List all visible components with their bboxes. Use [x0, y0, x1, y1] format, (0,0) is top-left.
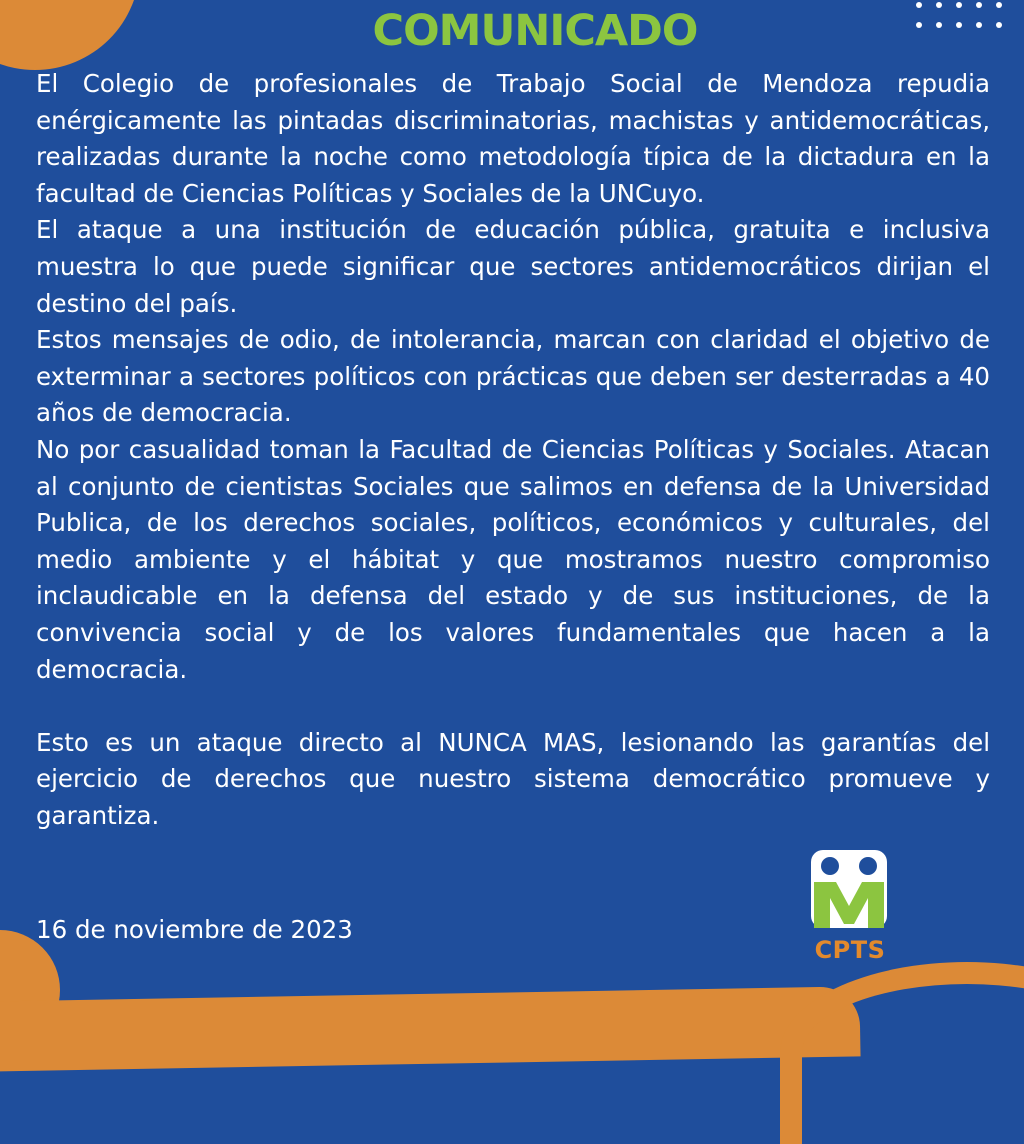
- logo-text: CPTS: [814, 936, 886, 964]
- statement-date: 16 de noviembre de 2023: [36, 915, 353, 944]
- paragraph-2: El ataque a una institución de educación pública, gratuita e inclusiva muestra lo que puede significar que sectores antidemocráticos dirijan el destino del país.: [36, 215, 990, 318]
- paragraph-1: El Colegio de profesionales de Trabajo Social de Mendoza repudia enérgicamente las pintadas discriminatorias, machistas y antidemocráticas, realizadas durante la noche como metodología típica de la dictadura en la facultad de Ciencias Políticas y Sociales de la UNCuyo.: [36, 69, 990, 208]
- page-title: COMUNICADO: [372, 6, 698, 56]
- paragraph-5: Esto es un ataque directo al NUNCA MAS, lesionando las garantías del ejercicio de derechos que nuestro sistema democrático promueve y garantiza.: [36, 727, 990, 830]
- paragraph-4: No por casualidad toman la Facultad de Ciencias Políticas y Sociales. Atacan al conjunto de cientistas Sociales que salimos en defensa de la Universidad Publica, de los derechos sociales, políticos, económicos y culturales, del medio ambiente y el hábitat y que mostramos nuestro compromiso inclaudicable en la defensa del estado y de sus instituciones, de la convivencia social y de los valores fundamentales que hacen a la democracia.: [36, 434, 990, 684]
- paragraph-3: Estos mensajes de odio, de intolerancia, marcan con claridad el objetivo de exterminar a sectores políticos con prácticas que deben ser desterradas a 40 años de democracia.: [36, 325, 990, 428]
- statement-body: [36, 66, 990, 834]
- bottom-decoration-band: [0, 986, 861, 1071]
